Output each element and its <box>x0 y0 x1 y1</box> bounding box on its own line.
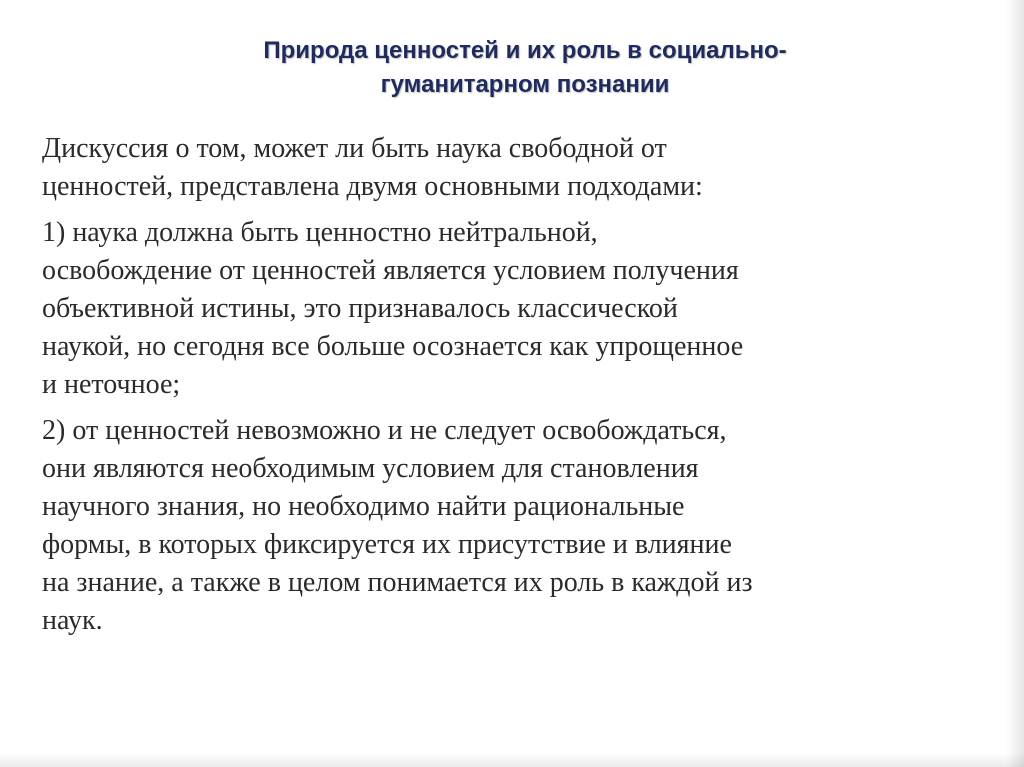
slide-title-line-1: Природа ценностей и их роль в социально- <box>263 37 787 64</box>
text-line: формы, в которых фиксируется их присутствие и влияние <box>42 529 732 560</box>
text-line: объективной истины, это признавалось классической <box>42 293 678 324</box>
slide-title <box>150 34 900 102</box>
intro-paragraph <box>42 130 942 206</box>
text-line: на знание, а также в целом понимается их роль в каждой из <box>42 567 753 598</box>
approach-2-paragraph <box>42 412 942 640</box>
text-line: ценностей, представлена двумя основными подходами: <box>42 171 703 202</box>
slide-title-line-2: гуманитарном познании <box>380 71 670 98</box>
text-line: 1) наука должна быть ценностно нейтральной, <box>42 217 598 248</box>
text-line: они являются необходимым условием для становления <box>42 453 699 484</box>
text-line: освобождение от ценностей является условием получения <box>42 255 739 286</box>
approach-1-paragraph <box>42 214 942 404</box>
text-line: наукой, но сегодня все больше осознается как упрощенное <box>42 331 744 362</box>
text-line: наук. <box>42 605 103 636</box>
text-line: и неточное; <box>42 369 181 400</box>
slide-body <box>42 130 942 648</box>
slide-edge-shadow-bottom <box>0 753 1024 767</box>
text-line: Дискуссия о том, может ли быть наука свободной от <box>42 133 667 164</box>
text-line: 2) от ценностей невозможно и не следует освобождаться, <box>42 415 727 446</box>
text-line: научного знания, но необходимо найти рациональные <box>42 491 685 522</box>
slide-edge-shadow-right <box>1006 0 1024 767</box>
